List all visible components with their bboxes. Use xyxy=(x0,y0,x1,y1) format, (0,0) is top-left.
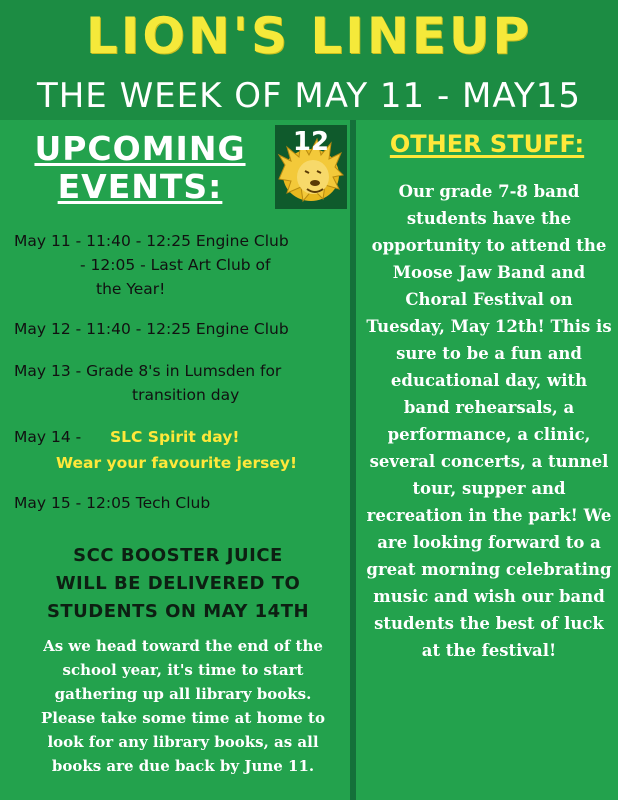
event-may14-cont: Wear your favourite jersey! xyxy=(56,454,298,472)
booster-line3: STUDENTS ON MAY 14TH xyxy=(46,601,310,622)
booster-line2: WILL BE DELIVERED TO xyxy=(55,573,301,594)
other-stuff-heading: OTHER STUFF: xyxy=(389,130,585,158)
newsletter-title-bar xyxy=(0,0,618,72)
event-may14-date: May 14 - xyxy=(14,428,82,446)
event-may11-art-cont: the Year! xyxy=(96,280,166,298)
upcoming-events-column xyxy=(0,120,350,800)
week-banner xyxy=(0,72,618,120)
event-may13: May 13 - Grade 8's in Lumsden for xyxy=(14,362,282,380)
booster-line1: SCC BOOSTER JUICE xyxy=(73,545,283,566)
upcoming-events-heading xyxy=(20,130,260,206)
event-may11: May 11 - 11:40 - 12:25 Engine Club xyxy=(14,232,289,250)
library-books-notice: As we head toward the end of the school year, it's time to start gathering up all library books. Please take some time at home to look for any library books, as all books are due back by June 11. xyxy=(41,637,325,775)
band-festival-text: Our grade 7-8 band students have the opportunity to attend the Moose Jaw Band and Choral Festival on Tuesday, May 12th! This is sure to be a fun and educational day, with band rehearsals, a performance, a clinic, several concerts, a tunnel tour, supper and recreation in the park! We are looking forward to a great morning celebrating music and wish our band students the best of luck at the festival! xyxy=(366,182,612,660)
logo-number: 12 xyxy=(292,127,330,157)
booster-juice-notice xyxy=(18,542,338,626)
week-label: THE WEEK OF MAY 11 - MAY15 xyxy=(36,76,582,116)
newsletter-title: LION'S LINEUP xyxy=(85,7,533,65)
event-may11-art: - 12:05 - Last Art Club of xyxy=(80,256,271,274)
upcoming-heading-line1: UPCOMING xyxy=(34,129,246,168)
other-stuff-column xyxy=(356,120,618,800)
upcoming-heading-line2: EVENTS: xyxy=(57,167,223,206)
lion-logo xyxy=(275,125,347,209)
event-may15: May 15 - 12:05 Tech Club xyxy=(14,494,211,512)
event-may14: SLC Spirit day! xyxy=(110,428,240,446)
event-may12: May 12 - 11:40 - 12:25 Engine Club xyxy=(14,320,289,338)
event-may13-cont: transition day xyxy=(132,386,240,404)
